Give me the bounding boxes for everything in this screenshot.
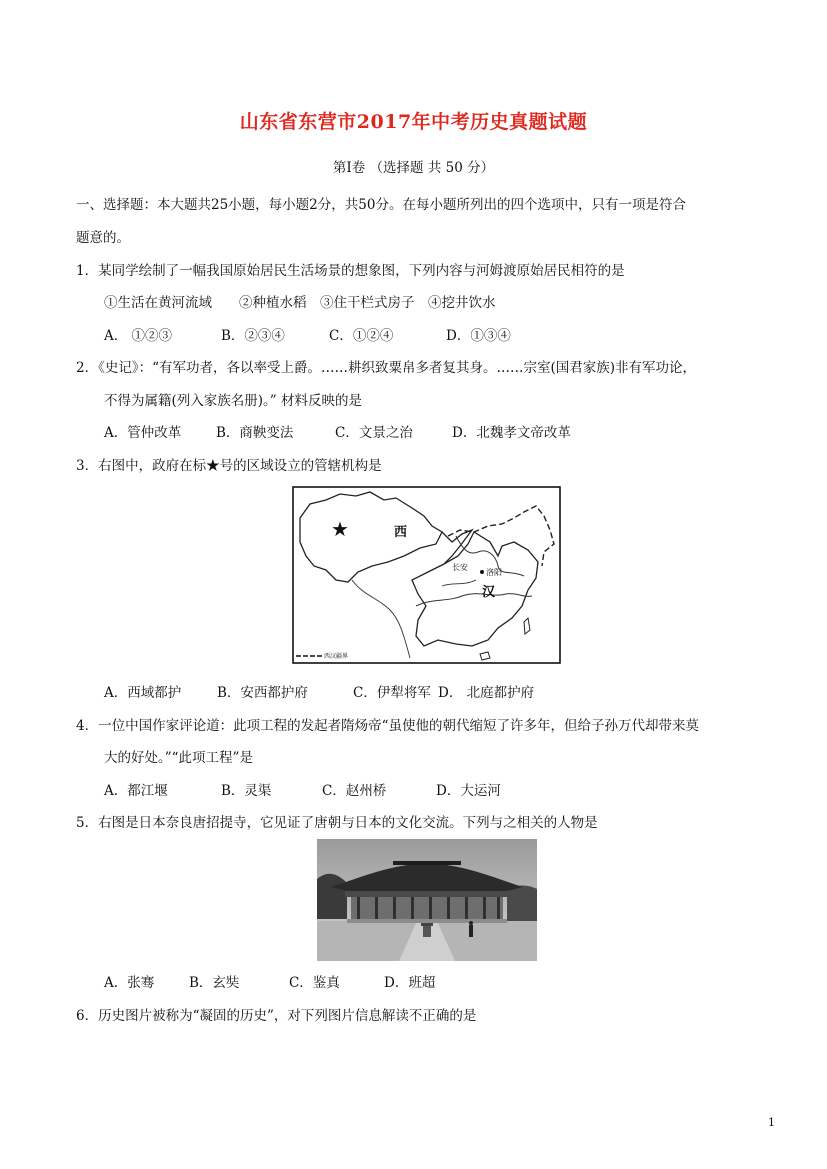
q5-options (104, 971, 435, 991)
map-legend-label: 西汉疆界 (324, 653, 349, 660)
q2-stem-line-1: 2．《史记》：“有军功者，各以率受上爵。……耕织致粟帛多者复其身。……宗室(国君家族)非有军功论， (76, 360, 697, 376)
q2-option-b[interactable]: B．商鞅变法 (216, 425, 294, 441)
q2-option-c[interactable]: C．文景之治 (335, 425, 413, 441)
stone-lantern (423, 925, 431, 937)
q2-option-a[interactable]: A．管仲改革 (104, 425, 182, 441)
star-icon: ★ (331, 517, 349, 541)
q4-option-b[interactable]: B．灵渠 (221, 783, 272, 799)
q3-option-a[interactable]: A．西域都护 (104, 685, 182, 701)
q4-stem-line-2: 大的好处。”“此项工程”是 (104, 750, 253, 766)
q6-stem: 6．历史图片被称为“凝固的历史”，对下列图片信息解读不正确的是 (76, 1008, 477, 1024)
q2-option-d[interactable]: D．北魏孝文帝改革 (452, 425, 571, 441)
q2-stem-line-2: 不得为属籍(列入家族名册)。” 材料反映的是 (104, 393, 362, 409)
roof-ridge (393, 861, 461, 865)
map-label-xi: 西 (394, 525, 408, 540)
q3-stem: 3．右图中，政府在标★号的区域设立的管辖机构是 (76, 458, 382, 474)
q1-options (104, 324, 511, 344)
map-label-han: 汉 (482, 585, 496, 600)
western-han-map (292, 486, 561, 664)
section-subtitle: 第Ⅰ卷 （选择题 共 50 分） (332, 160, 495, 176)
q5-option-b[interactable]: B．玄奘 (189, 975, 240, 991)
temple-hall (351, 897, 503, 921)
q4-option-a[interactable]: A．都江堰 (104, 783, 168, 799)
instructions-line-2: 题意的。 (76, 230, 130, 246)
visitor-figure (469, 925, 473, 937)
luoyang-dot (480, 570, 484, 574)
toshodaiji-temple-photo (317, 839, 537, 961)
q4-option-d[interactable]: D．大运河 (436, 783, 501, 799)
map-label-luoyang: 洛阳 (486, 568, 502, 577)
background-trees (317, 874, 347, 919)
map-label-changan: 长安 (452, 563, 468, 572)
q5-option-c[interactable]: C．鉴真 (289, 975, 340, 991)
q3-options (104, 681, 534, 701)
q5-option-a[interactable]: A．张骞 (104, 975, 155, 991)
q4-options (104, 779, 501, 799)
q1-option-c[interactable]: C．①②④ (329, 328, 394, 344)
q5-option-d[interactable]: D．班超 (384, 975, 436, 991)
instructions-line-1: 一、选择题：本大题共25小题，每小题2分，共50分。在每小题所列出的四个选项中，只有一项是符合 (76, 197, 686, 213)
page-title: 山东省东营市2017年中考历史真题试题 (239, 111, 588, 133)
temple-eaves (345, 891, 509, 897)
q1-option-a[interactable]: A． ①②③ (104, 328, 173, 344)
background-trees-right (507, 886, 537, 922)
q1-stem: 1．某同学绘制了一幅我国原始居民生活场景的想象图，下列内容与河姆渡原始居民相符的是 (76, 263, 625, 279)
q4-stem-line-1: 4．一位中国作家评论道：此项工程的发起者隋炀帝“虽使他的朝代缩短了许多年，但给子孙万代却带来莫 (76, 718, 699, 734)
q4-option-c[interactable]: C．赵州桥 (322, 783, 387, 799)
q3-option-c[interactable]: C．伊犁将军 (353, 685, 431, 701)
q2-options (104, 421, 571, 441)
q5-stem: 5．右图是日本奈良唐招提寺，它见证了唐朝与日本的文化交流。下列与之相关的人物是 (76, 815, 598, 831)
page-number: 1 (768, 1116, 775, 1129)
q3-option-b[interactable]: B．安西都护府 (217, 685, 308, 701)
q1-statements: ①生活在黄河流域 ②种植水稻 ③住干栏式房子 ④挖井饮水 (104, 295, 496, 311)
q3-option-d[interactable]: D． 北庭都护府 (438, 685, 535, 701)
q1-option-d[interactable]: D．①③④ (446, 328, 511, 344)
q1-option-b[interactable]: B．②③④ (221, 328, 285, 344)
temple-platform (347, 919, 507, 923)
